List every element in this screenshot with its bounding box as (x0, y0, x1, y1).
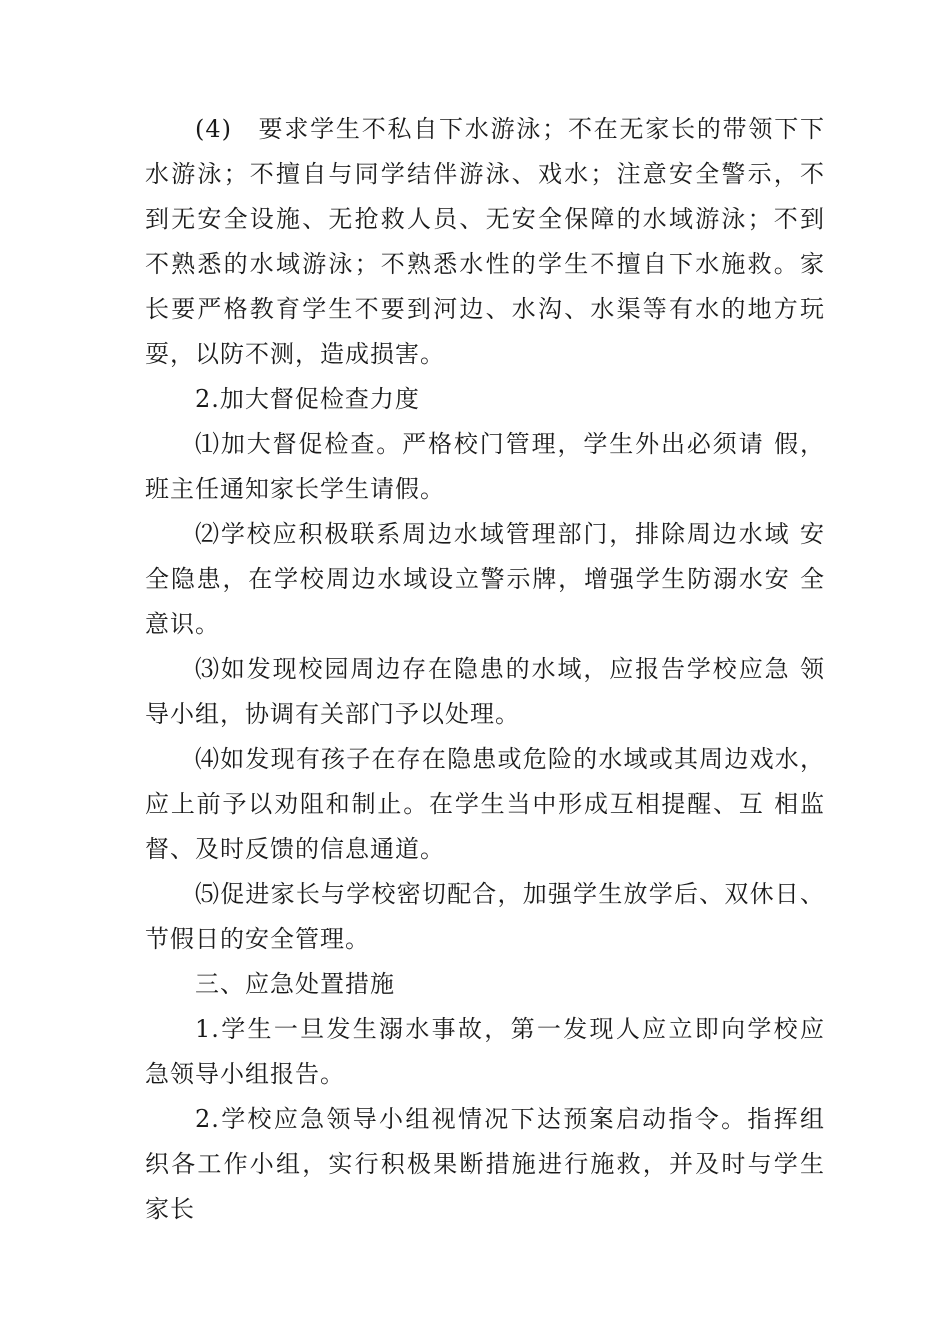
paragraph-inspection-1: ⑴加大督促检查。严格校门管理，学生外出必须请 假，班主任通知家长学生请假。 (145, 430, 825, 503)
paragraph-inspection-3: ⑶如发现校园周边存在隐患的水域，应报告学校应急 领导小组，协调有关部门予以处理。 (145, 655, 825, 728)
document-body (145, 107, 825, 1232)
paragraph-swimming-rules: (4) 要求学生不私自下水游泳；不在无家长的带领下下水游泳；不擅自与同学结伴游泳、戏水；注意安全警示，不 到无安全设施、无抢救人员、无安全保障的水域游泳；不到 不熟悉的水域游泳；不熟悉水性的学生不擅自下水施救。家 长要严格教育学生不要到河边、水沟、水渠等有水的地方玩 耍，以防不测，造成损害。 (145, 115, 825, 368)
paragraph-inspection-5: ⑸促进家长与学校密切配合，加强学生放学后、双休日、节假日的安全管理。 (145, 880, 825, 953)
paragraph-inspection-4: ⑷如发现有孩子在存在隐患或危险的水域或其周边戏水，应上前予以劝阻和制止。在学生当中形成互相提醒、互 相监督、及时反馈的信息通道。 (145, 745, 825, 863)
paragraph-emergency-1: 1.学生一旦发生溺水事故，第一发现人应立即向学校应 急领导小组报告。 (145, 1015, 825, 1088)
heading-inspection: 2.加大督促检查力度 (195, 385, 420, 413)
heading-emergency: 三、应急处置措施 (195, 970, 395, 998)
paragraph-inspection-2: ⑵学校应积极联系周边水域管理部门，排除周边水域 安全隐患，在学校周边水域设立警示牌，增强学生防溺水安 全意识。 (145, 520, 825, 638)
paragraph-emergency-2: 2.学校应急领导小组视情况下达预案启动指令。指挥组 织各工作小组，实行积极果断措施进行施救，并及时与学生 家长 (145, 1105, 825, 1223)
